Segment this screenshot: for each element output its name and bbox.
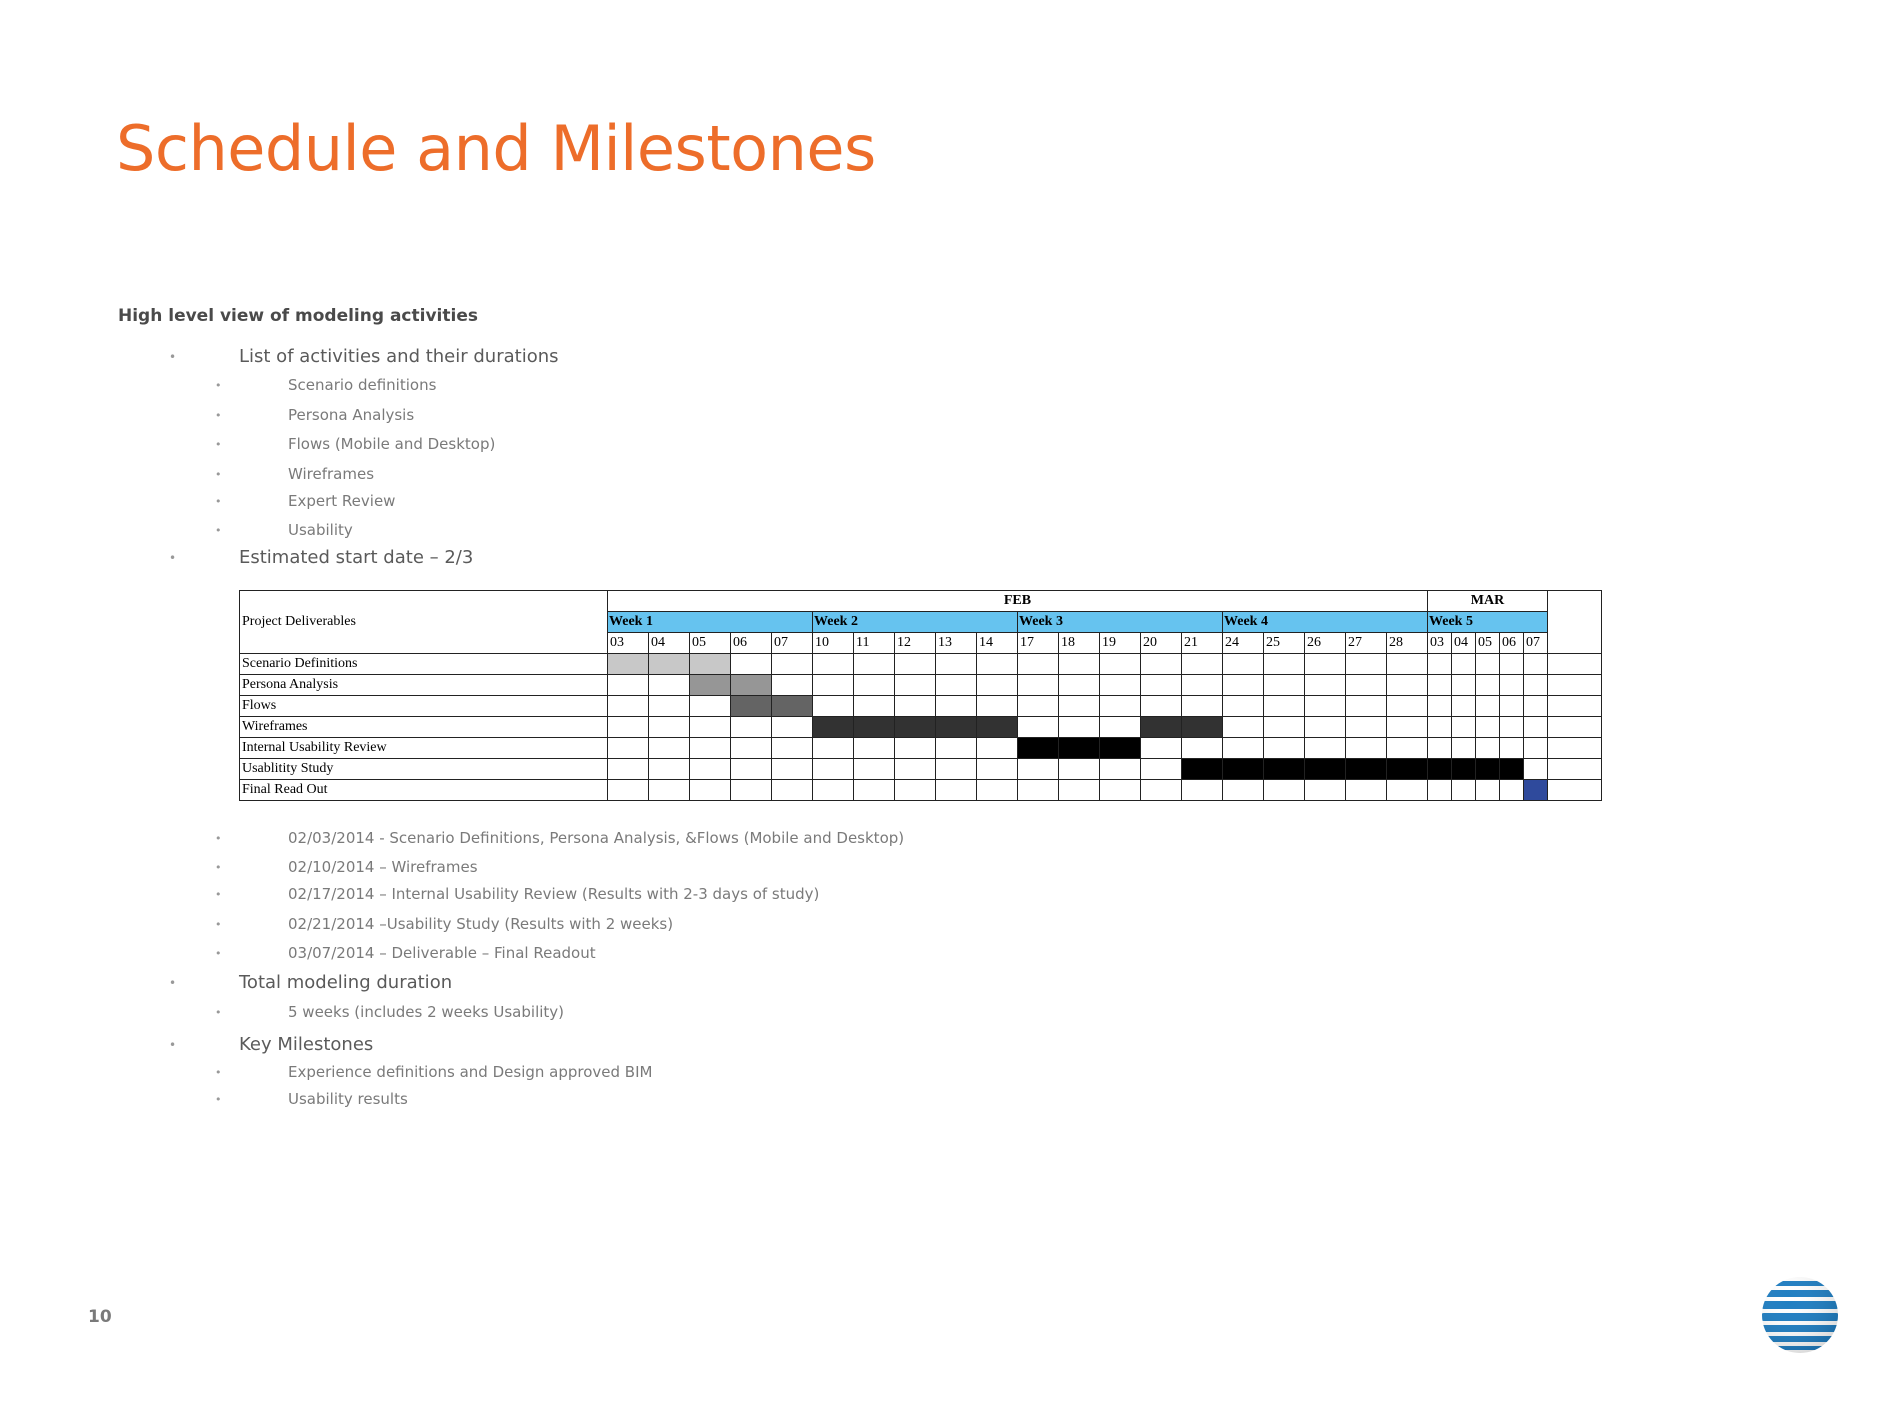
gantt-day-cell [1018, 717, 1059, 738]
gantt-day-cell [1524, 717, 1548, 738]
gantt-day-cell [1100, 717, 1141, 738]
gantt-day-cell [936, 780, 977, 801]
gantt-week-header: Week 2 [813, 612, 1018, 633]
gantt-day-cell [1018, 675, 1059, 696]
gantt-day-header: 07 [1524, 633, 1548, 654]
gantt-day-cell [1524, 759, 1548, 780]
gantt-bar-cell [1346, 759, 1387, 780]
gantt-day-header: 03 [1428, 633, 1452, 654]
gantt-day-cell [649, 759, 690, 780]
gantt-day-cell [1500, 696, 1524, 717]
bullet-text: 02/21/2014 –Usability Study (Results with 2 weeks) [288, 915, 674, 933]
gantt-task-label: Final Read Out [240, 780, 608, 801]
sub-bullet-item [215, 376, 437, 394]
sub-bullet-item [215, 1090, 408, 1108]
gantt-day-header: 11 [854, 633, 895, 654]
gantt-day-header: 17 [1018, 633, 1059, 654]
gantt-day-cell [1141, 738, 1182, 759]
gantt-day-cell [772, 717, 813, 738]
gantt-bar-cell [936, 717, 977, 738]
gantt-day-cell [1223, 717, 1264, 738]
bullet-text: Key Milestones [239, 1034, 374, 1055]
gantt-day-cell [1223, 738, 1264, 759]
gantt-day-cell [854, 696, 895, 717]
gantt-day-cell [1476, 696, 1500, 717]
gantt-day-cell [1059, 780, 1100, 801]
gantt-day-cell [731, 759, 772, 780]
gantt-empty-cell [1548, 654, 1602, 675]
bullet-dot-icon: • [215, 409, 222, 422]
gantt-day-cell [1223, 696, 1264, 717]
gantt-day-cell [1223, 654, 1264, 675]
gantt-day-cell [1305, 696, 1346, 717]
gantt-task-row [240, 675, 1602, 696]
gantt-day-cell [1264, 675, 1305, 696]
gantt-day-cell [1100, 675, 1141, 696]
gantt-day-cell [977, 654, 1018, 675]
gantt-day-header: 04 [1452, 633, 1476, 654]
gantt-day-cell [1524, 738, 1548, 759]
gantt-day-cell [772, 738, 813, 759]
gantt-day-cell [1305, 675, 1346, 696]
bullet-item [169, 346, 559, 367]
sub-bullet-item [215, 1063, 653, 1081]
bullet-dot-icon: • [215, 524, 222, 537]
gantt-bar-cell [1182, 759, 1223, 780]
gantt-day-cell [813, 738, 854, 759]
gantt-day-cell [1387, 717, 1428, 738]
gantt-day-cell [977, 738, 1018, 759]
gantt-day-header: 07 [772, 633, 813, 654]
gantt-day-header: 25 [1264, 633, 1305, 654]
sub-bullet-item [215, 858, 478, 876]
gantt-task-row [240, 717, 1602, 738]
gantt-day-cell [1476, 780, 1500, 801]
gantt-day-header: 21 [1182, 633, 1223, 654]
gantt-day-cell [895, 696, 936, 717]
gantt-day-cell [1346, 675, 1387, 696]
gantt-day-cell [772, 780, 813, 801]
gantt-day-cell [649, 675, 690, 696]
gantt-day-cell [1305, 717, 1346, 738]
gantt-day-cell [1500, 717, 1524, 738]
bullet-text: Experience definitions and Design approved BIM [288, 1063, 653, 1081]
gantt-bar-cell [1500, 759, 1524, 780]
sub-bullet-item [215, 1003, 565, 1021]
gantt-day-cell [1182, 654, 1223, 675]
gantt-day-cell [1059, 696, 1100, 717]
gantt-day-cell [1428, 717, 1452, 738]
gantt-day-cell [731, 738, 772, 759]
gantt-day-cell [895, 780, 936, 801]
gantt-day-cell [895, 654, 936, 675]
bullet-dot-icon: • [169, 1038, 177, 1052]
gantt-bar-cell [1141, 717, 1182, 738]
gantt-bar-cell [608, 654, 649, 675]
gantt-day-header: 04 [649, 633, 690, 654]
gantt-bar-cell [690, 654, 731, 675]
gantt-day-cell [1100, 759, 1141, 780]
gantt-task-label: Wireframes [240, 717, 608, 738]
gantt-day-cell [813, 759, 854, 780]
gantt-day-cell [1305, 738, 1346, 759]
gantt-day-cell [1141, 675, 1182, 696]
gantt-day-cell [1264, 696, 1305, 717]
gantt-day-cell [1059, 759, 1100, 780]
gantt-day-header: 05 [690, 633, 731, 654]
gantt-day-cell [1428, 696, 1452, 717]
gantt-bar-cell [1018, 738, 1059, 759]
gantt-day-cell [649, 780, 690, 801]
gantt-bar-cell [1428, 759, 1452, 780]
gantt-day-cell [608, 759, 649, 780]
gantt-day-cell [895, 759, 936, 780]
gantt-task-label: Internal Usability Review [240, 738, 608, 759]
gantt-day-cell [936, 738, 977, 759]
gantt-day-cell [1476, 654, 1500, 675]
bullet-dot-icon: • [215, 888, 222, 901]
gantt-task-label: Persona Analysis [240, 675, 608, 696]
gantt-bar-cell [772, 696, 813, 717]
gantt-day-header: 12 [895, 633, 936, 654]
gantt-day-cell [936, 654, 977, 675]
gantt-bar-cell [813, 717, 854, 738]
gantt-day-cell [813, 675, 854, 696]
gantt-day-cell [1100, 780, 1141, 801]
bullet-text: Wireframes [288, 465, 375, 483]
gantt-week-header: Week 1 [608, 612, 813, 633]
gantt-task-row [240, 696, 1602, 717]
gantt-day-cell [1524, 675, 1548, 696]
sub-bullet-item [215, 492, 396, 510]
gantt-day-cell [649, 738, 690, 759]
bullet-text: 02/03/2014 - Scenario Definitions, Persona Analysis, &Flows (Mobile and Desktop) [288, 829, 905, 847]
gantt-day-cell [1387, 738, 1428, 759]
gantt-day-cell [1387, 654, 1428, 675]
gantt-bar-cell [1524, 780, 1548, 801]
gantt-day-cell [813, 696, 854, 717]
bullet-text: Usability results [288, 1090, 408, 1108]
bullet-text: 02/17/2014 – Internal Usability Review (Results with 2-3 days of study) [288, 885, 820, 903]
gantt-day-header: 10 [813, 633, 854, 654]
gantt-day-cell [608, 717, 649, 738]
bullet-dot-icon: • [215, 918, 222, 931]
gantt-task-row [240, 759, 1602, 780]
gantt-day-cell [1500, 738, 1524, 759]
bullet-dot-icon: • [215, 1066, 222, 1079]
gantt-day-cell [1387, 675, 1428, 696]
gantt-day-cell [813, 780, 854, 801]
sub-bullet-item [215, 915, 674, 933]
gantt-day-cell [1428, 738, 1452, 759]
gantt-bar-cell [1100, 738, 1141, 759]
bullet-text: 5 weeks (includes 2 weeks Usability) [288, 1003, 565, 1021]
gantt-day-cell [690, 717, 731, 738]
gantt-day-cell [649, 717, 690, 738]
gantt-day-cell [690, 759, 731, 780]
gantt-week-header: Week 4 [1223, 612, 1428, 633]
gantt-day-cell [977, 696, 1018, 717]
gantt-day-cell [608, 738, 649, 759]
gantt-day-cell [772, 654, 813, 675]
gantt-day-cell [731, 780, 772, 801]
gantt-day-cell [1141, 780, 1182, 801]
bullet-text: 02/10/2014 – Wireframes [288, 858, 478, 876]
gantt-day-header: 27 [1346, 633, 1387, 654]
section-subtitle: High level view of modeling activities [118, 306, 478, 326]
bullet-text: Estimated start date – 2/3 [239, 547, 474, 568]
gantt-day-cell [1264, 780, 1305, 801]
bullet-dot-icon: • [169, 976, 177, 990]
gantt-day-header: 06 [1500, 633, 1524, 654]
sub-bullet-item [215, 406, 415, 424]
bullet-dot-icon: • [215, 861, 222, 874]
gantt-day-cell [936, 696, 977, 717]
gantt-bar-cell [1387, 759, 1428, 780]
gantt-day-cell [936, 759, 977, 780]
gantt-day-cell [1387, 780, 1428, 801]
gantt-day-cell [772, 675, 813, 696]
gantt-day-cell [854, 780, 895, 801]
bullet-dot-icon: • [169, 350, 177, 364]
gantt-month-header: FEB [608, 591, 1428, 612]
gantt-empty-cell [1548, 780, 1602, 801]
gantt-day-cell [1476, 675, 1500, 696]
gantt-day-cell [649, 696, 690, 717]
gantt-day-cell [1387, 696, 1428, 717]
gantt-day-cell [1500, 675, 1524, 696]
globe-logo-icon [1760, 1275, 1840, 1355]
gantt-day-cell [1428, 675, 1452, 696]
sub-bullet-item [215, 521, 353, 539]
gantt-task-label: Usablitity Study [240, 759, 608, 780]
gantt-day-cell [1452, 738, 1476, 759]
gantt-day-cell [1223, 675, 1264, 696]
bullet-item [169, 1034, 374, 1055]
bullet-dot-icon: • [215, 1093, 222, 1106]
gantt-day-cell [1264, 738, 1305, 759]
gantt-bar-cell [854, 717, 895, 738]
gantt-task-label: Flows [240, 696, 608, 717]
gantt-day-cell [1500, 780, 1524, 801]
gantt-day-cell [1182, 675, 1223, 696]
gantt-day-cell [1476, 738, 1500, 759]
gantt-day-cell [1346, 696, 1387, 717]
gantt-empty-cell [1548, 759, 1602, 780]
gantt-bar-cell [1476, 759, 1500, 780]
bullet-text: Usability [288, 521, 353, 539]
gantt-day-cell [608, 780, 649, 801]
gantt-chart-table [239, 590, 1602, 801]
gantt-empty-cell [1548, 591, 1602, 654]
page-title: Schedule and Milestones [116, 112, 876, 185]
bullet-text: Persona Analysis [288, 406, 415, 424]
gantt-header-label: Project Deliverables [240, 591, 608, 654]
sub-bullet-item [215, 944, 596, 962]
gantt-day-header: 26 [1305, 633, 1346, 654]
gantt-day-cell [1500, 654, 1524, 675]
gantt-day-cell [1305, 780, 1346, 801]
gantt-day-header: 05 [1476, 633, 1500, 654]
bullet-dot-icon: • [215, 495, 222, 508]
gantt-day-cell [1346, 654, 1387, 675]
gantt-day-cell [1452, 675, 1476, 696]
gantt-bar-cell [690, 675, 731, 696]
gantt-day-cell [1018, 759, 1059, 780]
gantt-day-cell [1428, 780, 1452, 801]
gantt-bar-cell [731, 696, 772, 717]
gantt-day-cell [977, 675, 1018, 696]
gantt-day-cell [1428, 654, 1452, 675]
gantt-day-cell [1452, 780, 1476, 801]
gantt-bar-cell [895, 717, 936, 738]
gantt-bar-cell [731, 675, 772, 696]
page-number: 10 [88, 1307, 112, 1327]
bullet-dot-icon: • [215, 1006, 222, 1019]
gantt-day-cell [977, 780, 1018, 801]
gantt-task-row [240, 780, 1602, 801]
gantt-empty-cell [1548, 738, 1602, 759]
gantt-day-header: 20 [1141, 633, 1182, 654]
gantt-day-cell [1452, 696, 1476, 717]
gantt-day-header: 18 [1059, 633, 1100, 654]
gantt-day-cell [1182, 780, 1223, 801]
gantt-bar-cell [1305, 759, 1346, 780]
bullet-text: Total modeling duration [239, 972, 453, 993]
gantt-day-cell [936, 675, 977, 696]
gantt-day-cell [854, 654, 895, 675]
bullet-text: List of activities and their durations [239, 346, 559, 367]
gantt-day-cell [1141, 759, 1182, 780]
gantt-day-cell [1346, 717, 1387, 738]
bullet-text: Flows (Mobile and Desktop) [288, 435, 496, 453]
gantt-day-cell [1476, 717, 1500, 738]
gantt-day-cell [731, 717, 772, 738]
gantt-day-cell [1346, 780, 1387, 801]
gantt-day-header: 03 [608, 633, 649, 654]
bullet-item [169, 972, 453, 993]
gantt-task-row [240, 654, 1602, 675]
gantt-day-cell [1059, 654, 1100, 675]
gantt-bar-cell [1182, 717, 1223, 738]
gantt-day-header: 28 [1387, 633, 1428, 654]
gantt-bar-cell [1264, 759, 1305, 780]
gantt-empty-cell [1548, 675, 1602, 696]
gantt-task-label: Scenario Definitions [240, 654, 608, 675]
gantt-day-cell [1305, 654, 1346, 675]
gantt-day-cell [813, 654, 854, 675]
gantt-bar-cell [649, 654, 690, 675]
gantt-day-header: 19 [1100, 633, 1141, 654]
gantt-week-header: Week 5 [1428, 612, 1548, 633]
bullet-dot-icon: • [215, 438, 222, 451]
gantt-day-cell [1346, 738, 1387, 759]
bullet-dot-icon: • [215, 832, 222, 845]
gantt-day-header: 14 [977, 633, 1018, 654]
gantt-day-cell [977, 759, 1018, 780]
gantt-day-cell [1018, 654, 1059, 675]
bullet-dot-icon: • [215, 947, 222, 960]
gantt-day-cell [895, 675, 936, 696]
gantt-day-cell [1059, 675, 1100, 696]
gantt-empty-cell [1548, 717, 1602, 738]
gantt-day-cell [1452, 654, 1476, 675]
gantt-day-cell [1264, 654, 1305, 675]
gantt-day-cell [1018, 780, 1059, 801]
gantt-day-cell [690, 696, 731, 717]
gantt-day-cell [1100, 696, 1141, 717]
bullet-item [169, 547, 474, 568]
gantt-day-cell [1141, 696, 1182, 717]
bullet-dot-icon: • [215, 468, 222, 481]
gantt-bar-cell [977, 717, 1018, 738]
gantt-day-header: 24 [1223, 633, 1264, 654]
gantt-day-cell [854, 675, 895, 696]
gantt-day-cell [1100, 654, 1141, 675]
gantt-day-header: 06 [731, 633, 772, 654]
gantt-day-cell [1059, 717, 1100, 738]
gantt-day-cell [608, 696, 649, 717]
bullet-text: Expert Review [288, 492, 396, 510]
gantt-day-cell [690, 780, 731, 801]
gantt-month-header: MAR [1428, 591, 1548, 612]
gantt-day-cell [731, 654, 772, 675]
gantt-day-cell [690, 738, 731, 759]
gantt-day-cell [772, 759, 813, 780]
gantt-day-cell [1524, 654, 1548, 675]
gantt-bar-cell [1059, 738, 1100, 759]
gantt-day-cell [895, 738, 936, 759]
gantt-day-cell [1264, 717, 1305, 738]
gantt-day-cell [1141, 654, 1182, 675]
gantt-week-header: Week 3 [1018, 612, 1223, 633]
gantt-day-cell [1223, 780, 1264, 801]
gantt-day-cell [1524, 696, 1548, 717]
sub-bullet-item [215, 829, 905, 847]
sub-bullet-item [215, 465, 375, 483]
gantt-day-header: 13 [936, 633, 977, 654]
gantt-bar-cell [1452, 759, 1476, 780]
bullet-text: 03/07/2014 – Deliverable – Final Readout [288, 944, 596, 962]
gantt-day-cell [1018, 696, 1059, 717]
gantt-day-cell [1182, 738, 1223, 759]
sub-bullet-item [215, 885, 820, 903]
gantt-task-row [240, 738, 1602, 759]
sub-bullet-item [215, 435, 496, 453]
gantt-day-cell [1452, 717, 1476, 738]
gantt-day-cell [854, 759, 895, 780]
gantt-day-cell [854, 738, 895, 759]
bullet-dot-icon: • [169, 551, 177, 565]
gantt-day-cell [608, 675, 649, 696]
bullet-text: Scenario definitions [288, 376, 437, 394]
gantt-bar-cell [1223, 759, 1264, 780]
gantt-empty-cell [1548, 696, 1602, 717]
gantt-day-cell [1182, 696, 1223, 717]
bullet-dot-icon: • [215, 379, 222, 392]
